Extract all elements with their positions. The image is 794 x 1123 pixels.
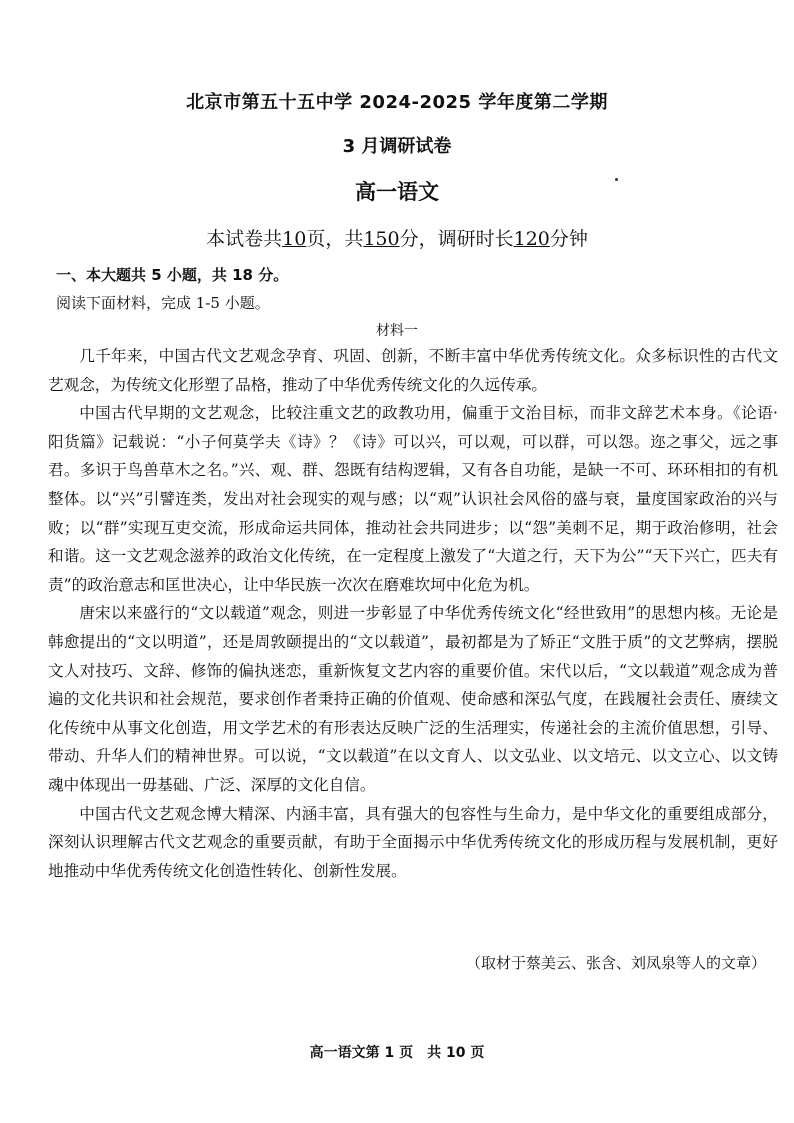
paragraph: 中国古代早期的文艺观念，比较注重文艺的政教功用，偏重于文治目标，而非文辞艺术本身。《论语·阳货篇》记载说：“小子何莫学夫《诗》？《诗》可以兴，可以观，可以群，可以怨。迩之事父，远之事君。多识于鸟兽草木之名。”兴、观、群、怨既有结构逻辑，又有各自功能，是缺一不可、环环相扣的有机整体。以“兴”引譬连类，发出对社会现实的观与感；以“观”认识社会风俗的盛与衰，量度国家政治的兴与败；以“群”实现互吏交流，形成命运共同体，推动社会共同进步；以“怨”美刺不足，期于政治修明，社会和谐。这一文艺观念滋养的政治文化传统，在一定程度上激发了“大道之行，天下为公”“天下兴亡，匹夫有责”的政治意志和匡世决心，让中华民族一次次在磨难坎坷中化危为机。 [48, 404, 778, 594]
exam-info-suffix: 分钟 [549, 228, 588, 250]
material-title: 材料一 [376, 323, 418, 339]
section-heading: 一、本大题共 5 小题，共 18 分。 [56, 266, 289, 284]
exam-pages-count: 10 [282, 228, 307, 250]
exam-info-mid2: 分，调研时长 [399, 228, 514, 250]
paragraph: 几千年来，中国古代文艺观念孕育、巩固、创新，不断丰富中华优秀传统文化。众多标识性的古代文艺观念，为传统文化形塑了品格，推动了中华优秀传统文化的久远传承。 [48, 347, 778, 394]
material-body [48, 342, 778, 885]
scan-dot [615, 178, 618, 181]
page-footer: 高一语文第 1 页 共 10 页 [309, 1045, 485, 1061]
exam-info-prefix: 本试卷共 [206, 228, 283, 250]
paragraph: 中国古代文艺观念博大精深、内涵丰富，具有强大的包容性与生命力，是中华文化的重要组成部分，深刻认识理解古代文艺观念的重要贡献，有助于全面揭示中华优秀传统文化的形成历程与发展机制，更好地推动中华优秀传统文化创造性转化、创新性发展。 [48, 804, 778, 880]
exam-title: 3 月调研试卷 [342, 136, 452, 157]
subject-title: 高一语文 [355, 180, 439, 204]
school-title: 北京市第五十五中学 2024-2025 学年度第二学期 [186, 92, 608, 113]
source-citation: （取材于蔡美云、张含、刘凤泉等人的文章） [465, 954, 766, 972]
exam-total-score: 150 [363, 228, 400, 250]
exam-info [0, 224, 794, 251]
exam-info-mid1: 页，共 [306, 228, 364, 250]
paragraph: 唐宋以来盛行的“文以载道”观念，则进一步彰显了中华优秀传统文化“经世致用”的思想内核。无论是韩愈提出的“文以明道”，还是周敦颐提出的“文以载道”，最初都是为了矫正“文胜于质”的文艺弊病，摆脱文人对技巧、文辞、修饰的偏执迷恋，重新恢复文艺内容的重要价值。宋代以后，“文以载道”观念成为普遍的文化共识和社会规范，要求创作者秉持正确的价值观、使命感和深弘气度，在践履社会责任、赓续文化传统中从事文化创造，用文学艺术的有形表达反映广泛的生活理实，传递社会的主流价值思想，引导、带动、升华人们的精神世界。可以说，“文以载道”在以文育人、以文弘业、以文培元、以文立心、以文铸魂中体现出一毋基础、广泛、深厚的文化自信。 [48, 604, 778, 794]
exam-duration: 120 [513, 228, 550, 250]
section-instruction: 阅读下面材料，完成 1-5 小题。 [56, 294, 270, 312]
